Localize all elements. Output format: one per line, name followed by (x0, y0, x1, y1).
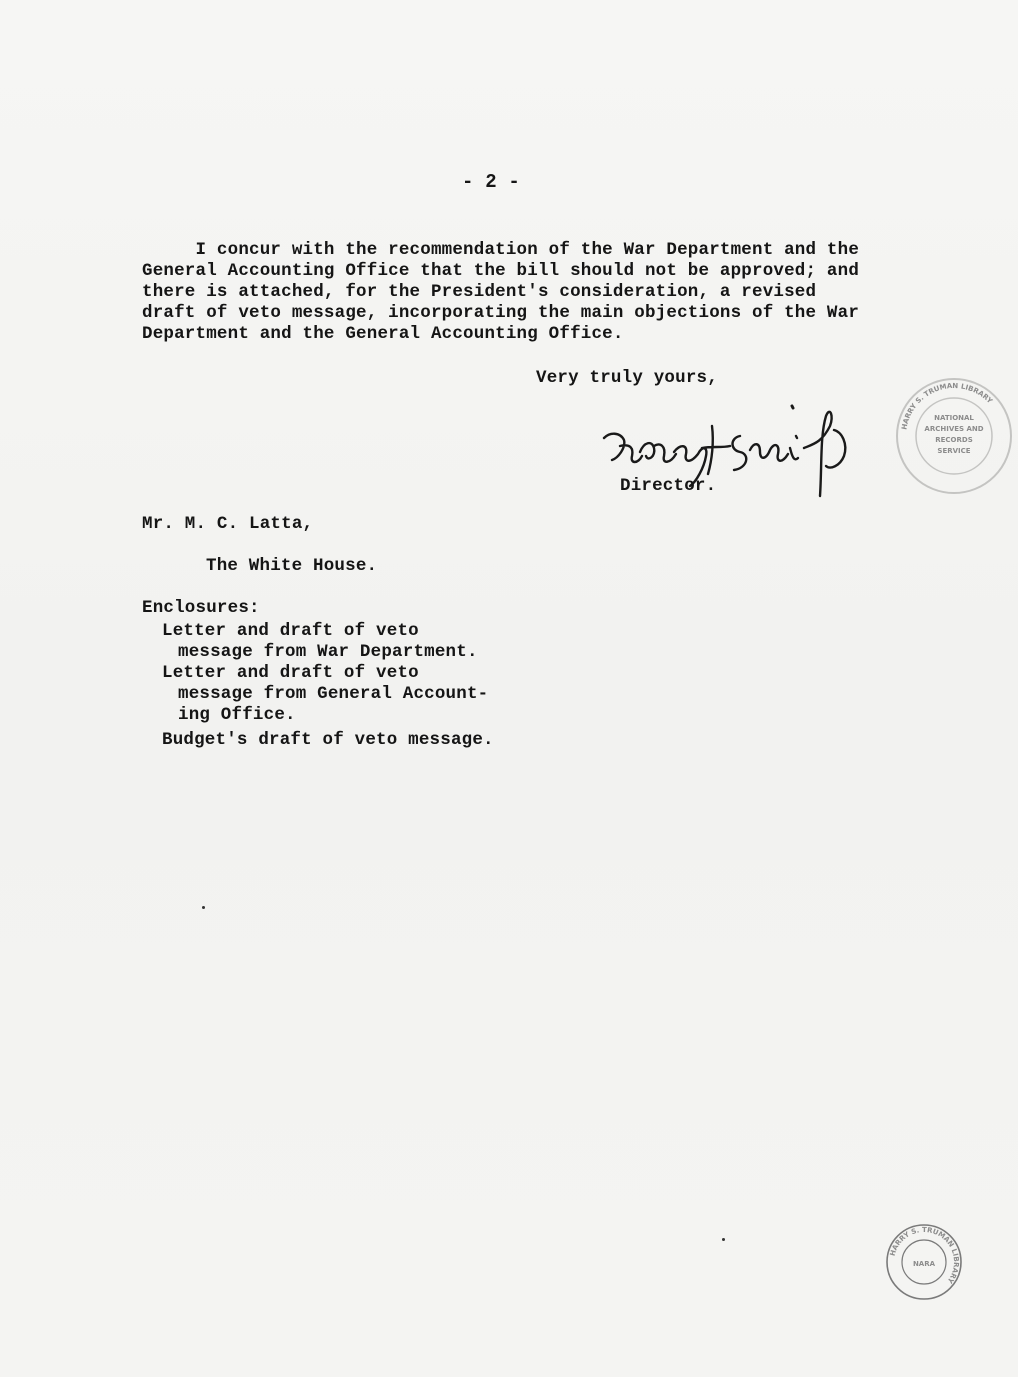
body-line: there is attached, for the President's consideration, a revised (142, 282, 817, 302)
enclosure-item: Letter and draft of veto (162, 621, 419, 641)
ink-speck (202, 906, 205, 909)
stamp-inner-line: NATIONAL (934, 414, 974, 422)
stamp-inner-line: RECORDS (935, 436, 973, 444)
enclosures-heading: Enclosures: (142, 598, 260, 618)
addressee-organization: The White House. (206, 556, 378, 576)
enclosure-item-continued: ing Office. (178, 705, 296, 725)
stamp-ring-text: HARRY S. TRUMAN LIBRARY (900, 381, 994, 431)
body-line: Department and the General Accounting Office. (142, 324, 624, 344)
svg-text:HARRY S. TRUMAN LIBRARY (900, 382, 994, 430)
stamp-inner-line: SERVICE (937, 447, 971, 455)
enclosure-item-continued: message from War Department. (178, 642, 478, 662)
truman-library-stamp (894, 376, 1014, 496)
enclosure-item: Letter and draft of veto (162, 663, 419, 683)
addressee-name: Mr. M. C. Latta, (142, 514, 314, 534)
nara-stamp (884, 1222, 964, 1302)
body-line: General Accounting Office that the bill should not be approved; and (142, 261, 860, 281)
closing: Very truly yours, (536, 368, 718, 388)
page-number: - 2 - (462, 171, 521, 193)
enclosure-item: Budget's draft of veto message. (162, 730, 494, 750)
enclosure-item-continued: message from General Account- (178, 684, 489, 704)
ink-speck (722, 1238, 725, 1241)
stamp-ring-text: HARRY S. TRUMAN LIBRARY (888, 1225, 961, 1285)
body-line: draft of veto message, incorporating the main objections of the War (142, 303, 860, 323)
signer-title: Director. (620, 476, 717, 496)
stamp-inner-line: NARA (912, 1260, 936, 1268)
stamp-inner-line: ARCHIVES AND (924, 425, 984, 433)
body-line: I concur with the recommendation of the War Department and the (142, 240, 860, 260)
